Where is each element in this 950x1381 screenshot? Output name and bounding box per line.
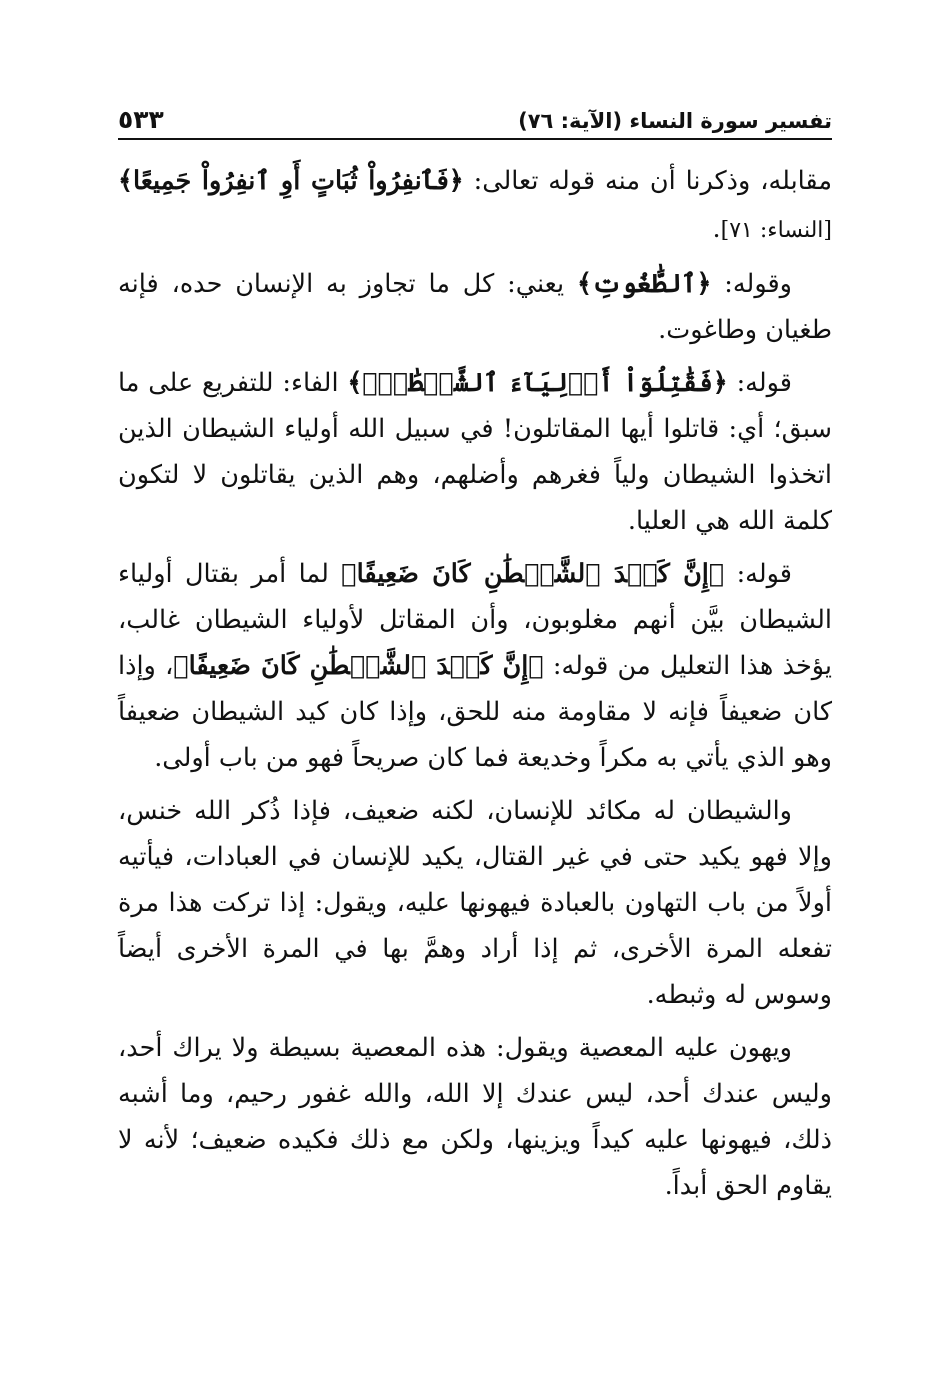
quran-verse: ﴿فَٱنفِرُواْ ثُبَاتٍ أَوِ ٱنفِرُواْ جَمِيعًا﴾ [118, 166, 464, 196]
running-title: تفسير سورة النساء (الآية: ٧٦) [518, 109, 832, 133]
paragraph-text: يعني: كل ما تجاوز به الإنسان حده، فإنه طغيان وطاغوت. [118, 269, 832, 345]
paragraph [118, 158, 832, 254]
paragraph [118, 788, 832, 1018]
paragraph [118, 1025, 832, 1209]
paragraph-text: مقابله، وذكرنا أن منه قوله تعالى: [463, 166, 832, 196]
paragraph-text: وقوله: [711, 269, 792, 299]
quran-verse: ﴿ٱلطَّٰغُوتِ﴾ [576, 269, 712, 299]
paragraph [118, 551, 832, 781]
paragraph-text: قوله: [727, 368, 792, 398]
verse-reference: [النساء: ٧١] [720, 218, 832, 243]
paragraph-text: ويهون عليه المعصية ويقول: هذه المعصية بسيطة ولا يراك أحد، وليس عندك أحد، ليس عندك إلا الله، والله غفور رحيم، وما أشبه ذلك، فيهونها عليه كيداً ويزينها، ولكن مع ذلك فكيده ضعيف؛ لأنه لا يقاوم الحق أبداً. [118, 1033, 832, 1201]
paragraph-text: . [712, 214, 721, 244]
quran-verse: ﴿إِنَّ كَيۡدَ ٱلشَّيۡطَٰنِ كَانَ ضَعِيفًا﴾ [341, 559, 725, 589]
paragraph-text: والشيطان له مكائد للإنسان، لكنه ضعيف، فإذا ذُكر الله خنس، وإلا فهو يكيد حتى في غير القتال، يكيد للإنسان في العبادات، فيأتيه أولاً من باب التهاون بالعبادة فيهونها عليه، ويقول: إذا تركت هذا مرة تفعله المرة الأخرى، ثم إذا أراد وهمَّ بها في المرة الأخرى أيضاً وسوس له وثبطه. [118, 796, 832, 1010]
quran-verse: ﴿فَقَٰتِلُوٓاْ أَوۡلِيَآءَ ٱلشَّيۡطَٰنِۖ﴾ [347, 368, 728, 398]
paragraph-text: الفاء: للتفريع على ما سبق؛ أي: قاتلوا أيها المقاتلون! في سبيل الله أولياء الشيطان الذين اتخذوا الشيطان ولياً فغرهم وأضلهم، وهم الذين يقاتلون لا لتكون كلمة الله هي العليا. [118, 368, 832, 536]
quran-verse: ﴿إِنَّ كَيۡدَ ٱلشَّيۡطَٰنِ كَانَ ضَعِيفًا﴾ [173, 651, 544, 681]
paragraph-text: قوله: [724, 559, 792, 589]
paragraph [118, 360, 832, 544]
page-number: ٥٣٣ [118, 105, 164, 134]
paragraph-text: لما أمر بقتال أولياء الشيطان بيَّن أنهم مغلوبون، وأن المقاتل لأولياء الشيطان غالب، يؤخذ هذا التعليل من قوله: [118, 559, 832, 681]
header-divider [118, 138, 832, 140]
page-header [118, 92, 832, 132]
paragraph-text: ، وإذا كان ضعيفاً فإنه لا مقاومة منه للحق، وإذا كان كيد الشيطان ضعيفاً وهو الذي يأتي به مكراً وخديعة فما كان صريحاً فهو من باب أولى. [118, 651, 832, 773]
body-text [118, 158, 832, 1216]
paragraph [118, 261, 832, 353]
